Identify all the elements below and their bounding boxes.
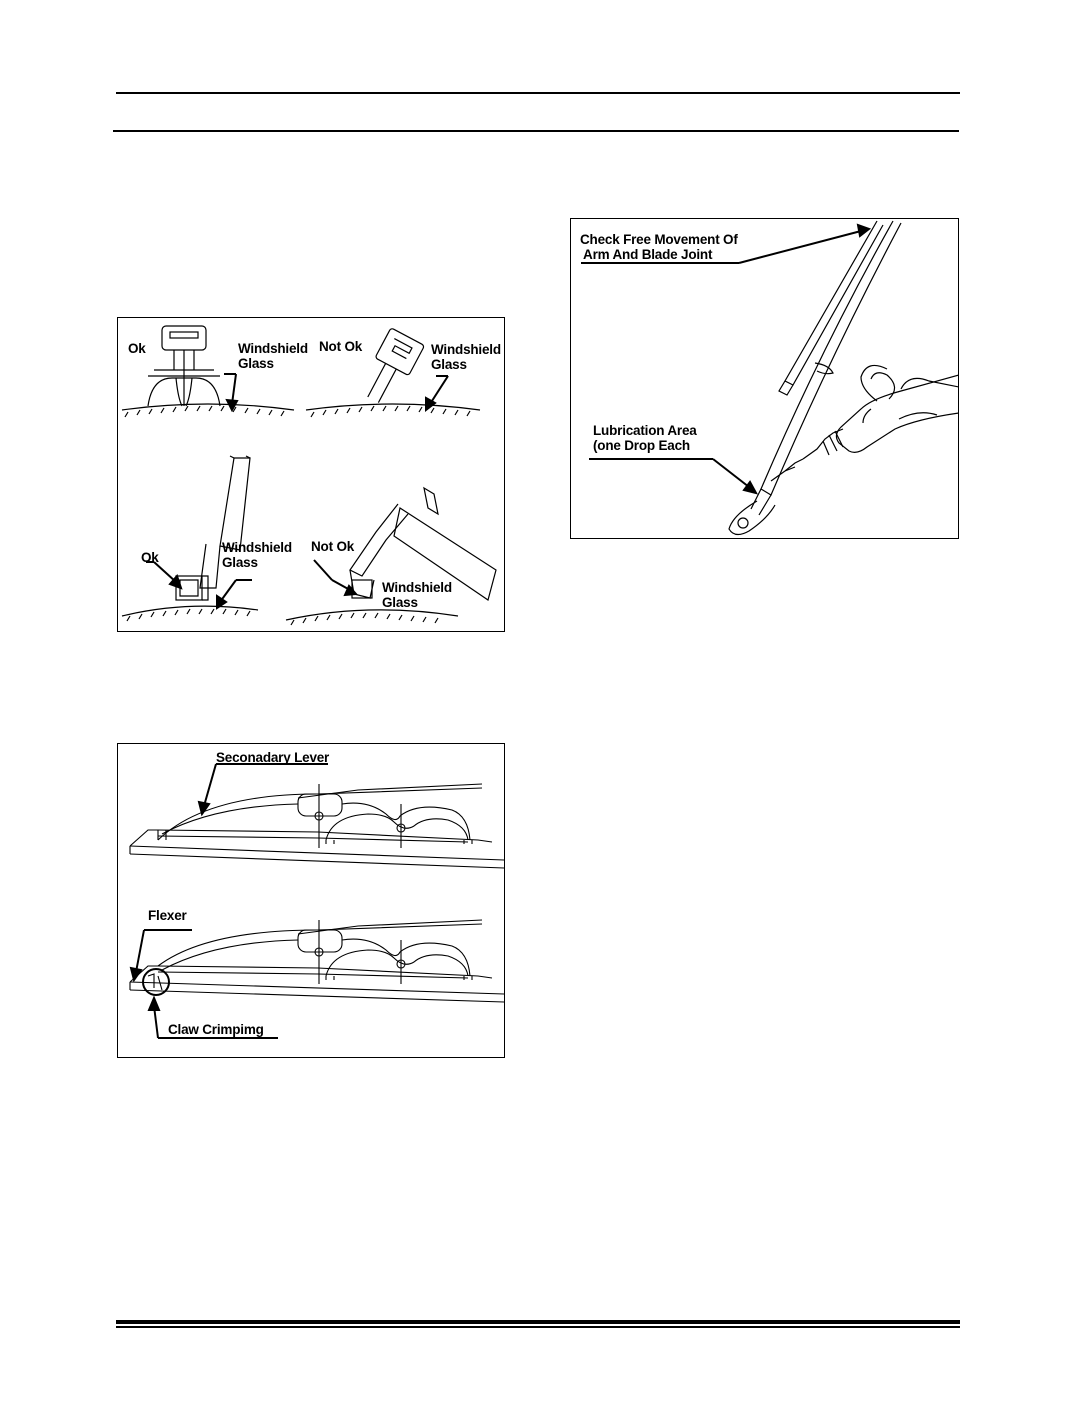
label-flexer: Flexer <box>148 908 187 923</box>
figure-blade-levers <box>117 743 505 1058</box>
label-claw-crimping: Claw Crimpimg <box>168 1022 264 1037</box>
arm-lubrication-illustration <box>571 219 959 539</box>
label-lubrication-area-line1: Lubrication Area <box>593 423 697 438</box>
label-lubrication-area-line2: (one Drop Each <box>593 438 690 453</box>
label-windshield-glass-2-line2: Glass <box>431 357 467 372</box>
footer-rule-thick <box>116 1320 960 1324</box>
label-windshield-glass-4-line2: Glass <box>382 595 418 610</box>
label-ok-bottom: Ok <box>141 550 159 565</box>
label-not-ok-bottom: Not Ok <box>311 539 355 554</box>
figure-arm-lubrication <box>570 218 959 539</box>
label-windshield-glass-3-line2: Glass <box>222 555 258 570</box>
label-windshield-glass-3 <box>222 540 292 570</box>
label-check-free-movement <box>580 232 738 262</box>
label-check-free-movement-line2: Arm And Blade Joint <box>580 247 713 262</box>
blade-levers-illustration <box>118 744 505 1058</box>
label-windshield-glass-4-line1: Windshield <box>382 580 452 595</box>
label-not-ok-top: Not Ok <box>319 339 363 354</box>
footer-rule-thin <box>116 1326 960 1328</box>
label-windshield-glass-1-line1: Windshield <box>238 341 308 356</box>
label-windshield-glass-1-line2: Glass <box>238 356 274 371</box>
label-windshield-glass-1 <box>238 341 308 371</box>
label-lubrication-area <box>593 423 697 453</box>
label-secondary-lever: Seconadary Lever <box>216 750 330 765</box>
label-ok-top: Ok <box>128 341 146 356</box>
label-windshield-glass-4 <box>382 580 452 610</box>
header-rule-bottom <box>113 130 959 132</box>
figure-blade-contact <box>117 317 505 632</box>
label-windshield-glass-2 <box>431 342 501 372</box>
label-windshield-glass-3-line1: Windshield <box>222 540 292 555</box>
header-rule-top <box>116 92 960 94</box>
label-check-free-movement-line1: Check Free Movement Of <box>580 232 738 247</box>
label-windshield-glass-2-line1: Windshield <box>431 342 501 357</box>
